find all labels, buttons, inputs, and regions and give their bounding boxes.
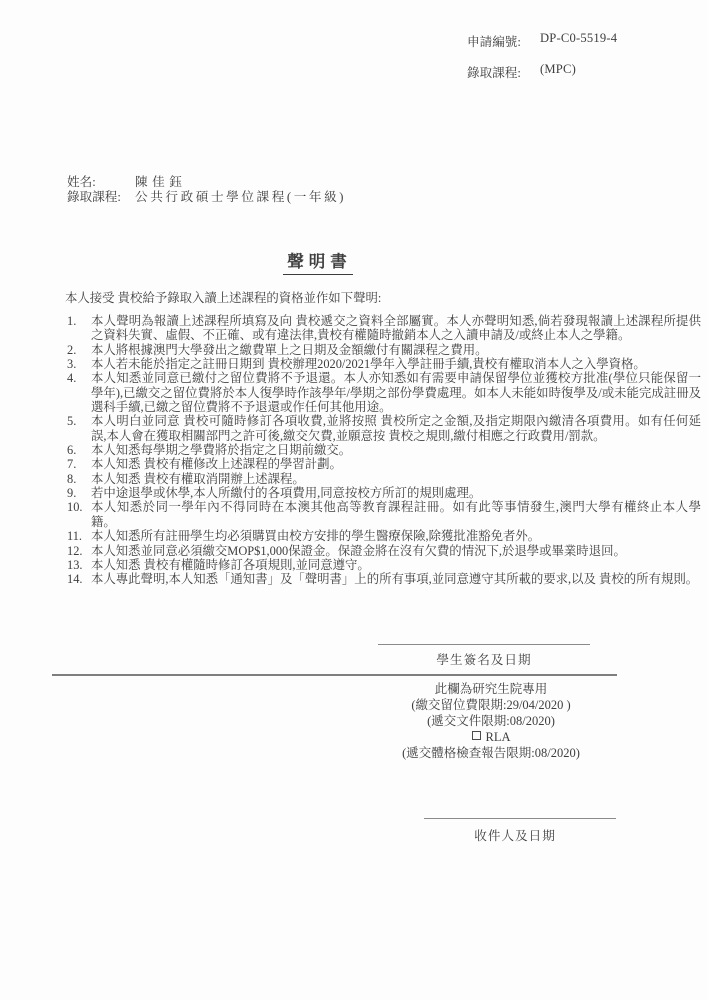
student-name-value: 陳佳鈺 bbox=[135, 175, 187, 189]
page-title: 聲明書 bbox=[283, 248, 353, 275]
intro-statement: 本人接受 貴校給予錄取入讀上述課程的資格並作如下聲明: bbox=[65, 291, 382, 305]
declaration-text: 本人若未能於指定之註冊日期到 貴校辦理2020/2021學年入學註冊手續,貴校有權取消本人之入學資格。 bbox=[91, 357, 646, 372]
office-use-section bbox=[340, 681, 642, 761]
declaration-text: 本人明白並同意 貴校可隨時修訂各項收費,並將按照 貴校所定之金額,及指定期限內繳清各項費用。如有任何延誤,本人會在獲取相關部門之許可後,繳交欠費,並願意按 貴校之規則,繳付相應之行政費用/罰款。 bbox=[91, 414, 701, 443]
rla-checkbox bbox=[472, 731, 481, 740]
declaration-number: 9. bbox=[67, 486, 77, 501]
declaration-item bbox=[67, 414, 701, 443]
medical-report-deadline: (遞交體格檢查報告限期:08/2020) bbox=[402, 746, 580, 761]
declarations-list bbox=[67, 314, 701, 587]
application-number-label: 申請編號: bbox=[467, 35, 521, 49]
documents-deadline: (遞交文件限期:08/2020) bbox=[427, 714, 555, 729]
application-header bbox=[467, 31, 617, 93]
declaration-number: 1. bbox=[67, 314, 77, 328]
student-info bbox=[67, 175, 346, 204]
student-name-label: 姓名: bbox=[67, 175, 96, 189]
declaration-text: 本人知悉 貴校有權取消開辦上述課程。 bbox=[91, 471, 305, 486]
declaration-number: 6. bbox=[67, 443, 77, 458]
declaration-item bbox=[67, 457, 701, 471]
declaration-text: 本人知悉每學期之學費將於指定之日期前繳交。 bbox=[91, 443, 352, 458]
declaration-text: 本人知悉 貴校有權修改上述課程的學習計劃。 bbox=[91, 457, 342, 472]
student-signature-line bbox=[378, 644, 590, 645]
declaration-number: 3. bbox=[67, 357, 77, 372]
declaration-text: 本人專此聲明,本人知悉「通知書」及「聲明書」上的所有事項,並同意遵守其所載的要求,以及 貴校的所有規則。 bbox=[91, 572, 699, 587]
declaration-item bbox=[67, 343, 701, 357]
declaration-number: 11. bbox=[67, 529, 83, 544]
declaration-item bbox=[67, 529, 701, 543]
declaration-item bbox=[67, 314, 701, 343]
student-signature-label: 學生簽名及日期 bbox=[436, 653, 532, 667]
declaration-item bbox=[67, 558, 701, 572]
student-program-row bbox=[67, 190, 346, 205]
declaration-text: 若中途退學或休學,本人所繳付的各項費用,同意按校方所訂的規則處理。 bbox=[91, 486, 482, 501]
declaration-number: 4. bbox=[67, 371, 77, 386]
declaration-text: 本人將根據澳門大學發出之繳費單上之日期及金額繳付有關課程之費用。 bbox=[91, 342, 488, 357]
declaration-item bbox=[67, 357, 701, 371]
rla-row bbox=[340, 729, 642, 745]
application-number-row bbox=[467, 31, 617, 50]
student-program-label: 錄取課程: bbox=[67, 189, 121, 204]
declaration-text: 本人知悉所有註冊學生均必須購買由校方安排的學生醫療保險,除獲批准豁免者外。 bbox=[91, 529, 541, 544]
declaration-text: 本人知悉並同意已繳付之留位費將不予退還。本人亦知悉如有需要申請保留學位並獲校方批准(學位只能保留一學年),已繳交之留位費將於本人復學時作該學年/學期之部份學費處理。如本人未能如時復學及/或未能完成註冊及選科手續,已繳之留位費將不予退還或作任何其他用途。 bbox=[91, 371, 701, 415]
declaration-number: 12. bbox=[67, 543, 83, 558]
declaration-number: 10. bbox=[67, 500, 83, 515]
declaration-item bbox=[67, 443, 701, 457]
title-wrap bbox=[238, 248, 398, 275]
declaration-number: 7. bbox=[67, 457, 77, 472]
program-code-value: (MPC) bbox=[540, 62, 576, 76]
declaration-item bbox=[67, 572, 701, 586]
program-code-row bbox=[467, 62, 617, 81]
receiver-signature-line bbox=[424, 818, 616, 819]
office-use-title: 此欄為研究生院專用 bbox=[434, 682, 548, 696]
declaration-item bbox=[67, 500, 701, 529]
declaration-number: 14. bbox=[67, 572, 83, 587]
section-divider bbox=[52, 674, 617, 676]
receiver-label: 收件人及日期 bbox=[474, 829, 556, 843]
declaration-text: 本人知悉 貴校有權隨時修訂各項規則,並同意遵守。 bbox=[91, 557, 370, 572]
student-program-value: 公共行政碩士學位課程(一年級) bbox=[135, 189, 347, 204]
application-number-value: DP-C0-5519-4 bbox=[540, 31, 618, 45]
program-code-label: 錄取課程: bbox=[467, 66, 521, 80]
declaration-text: 本人聲明為報讀上述課程所填寫及向 貴校遞交之資料全部屬實。本人亦聲明知悉,倘若發現報讀上述課程所提供之資料失實、虛假、不正確、或有違法律,貴校有權隨時撤銷本人之入讀申請及/或終止本人之學籍。 bbox=[91, 314, 701, 343]
declaration-text: 本人知悉並同意必須繳交MOP$1,000保證金。保證金將在沒有欠費的情況下,於退學或畢業時退回。 bbox=[91, 543, 626, 558]
deposit-deadline: (繳交留位費限期:29/04/2020 ) bbox=[411, 698, 571, 713]
declaration-number: 13. bbox=[67, 557, 83, 572]
declaration-item bbox=[67, 486, 701, 500]
declaration-item bbox=[67, 544, 701, 558]
declaration-item bbox=[67, 472, 701, 486]
declaration-item bbox=[67, 371, 701, 414]
declaration-number: 8. bbox=[67, 471, 77, 486]
declaration-text: 本人知悉於同一學年內不得同時在本澳其他高等教育課程註冊。如有此等事情發生,澳門大學有權終止本人學籍。 bbox=[91, 500, 701, 529]
declaration-number: 2. bbox=[67, 342, 77, 357]
rla-label: RLA bbox=[485, 730, 511, 745]
student-name-row bbox=[67, 175, 346, 190]
declaration-number: 5. bbox=[67, 414, 77, 429]
